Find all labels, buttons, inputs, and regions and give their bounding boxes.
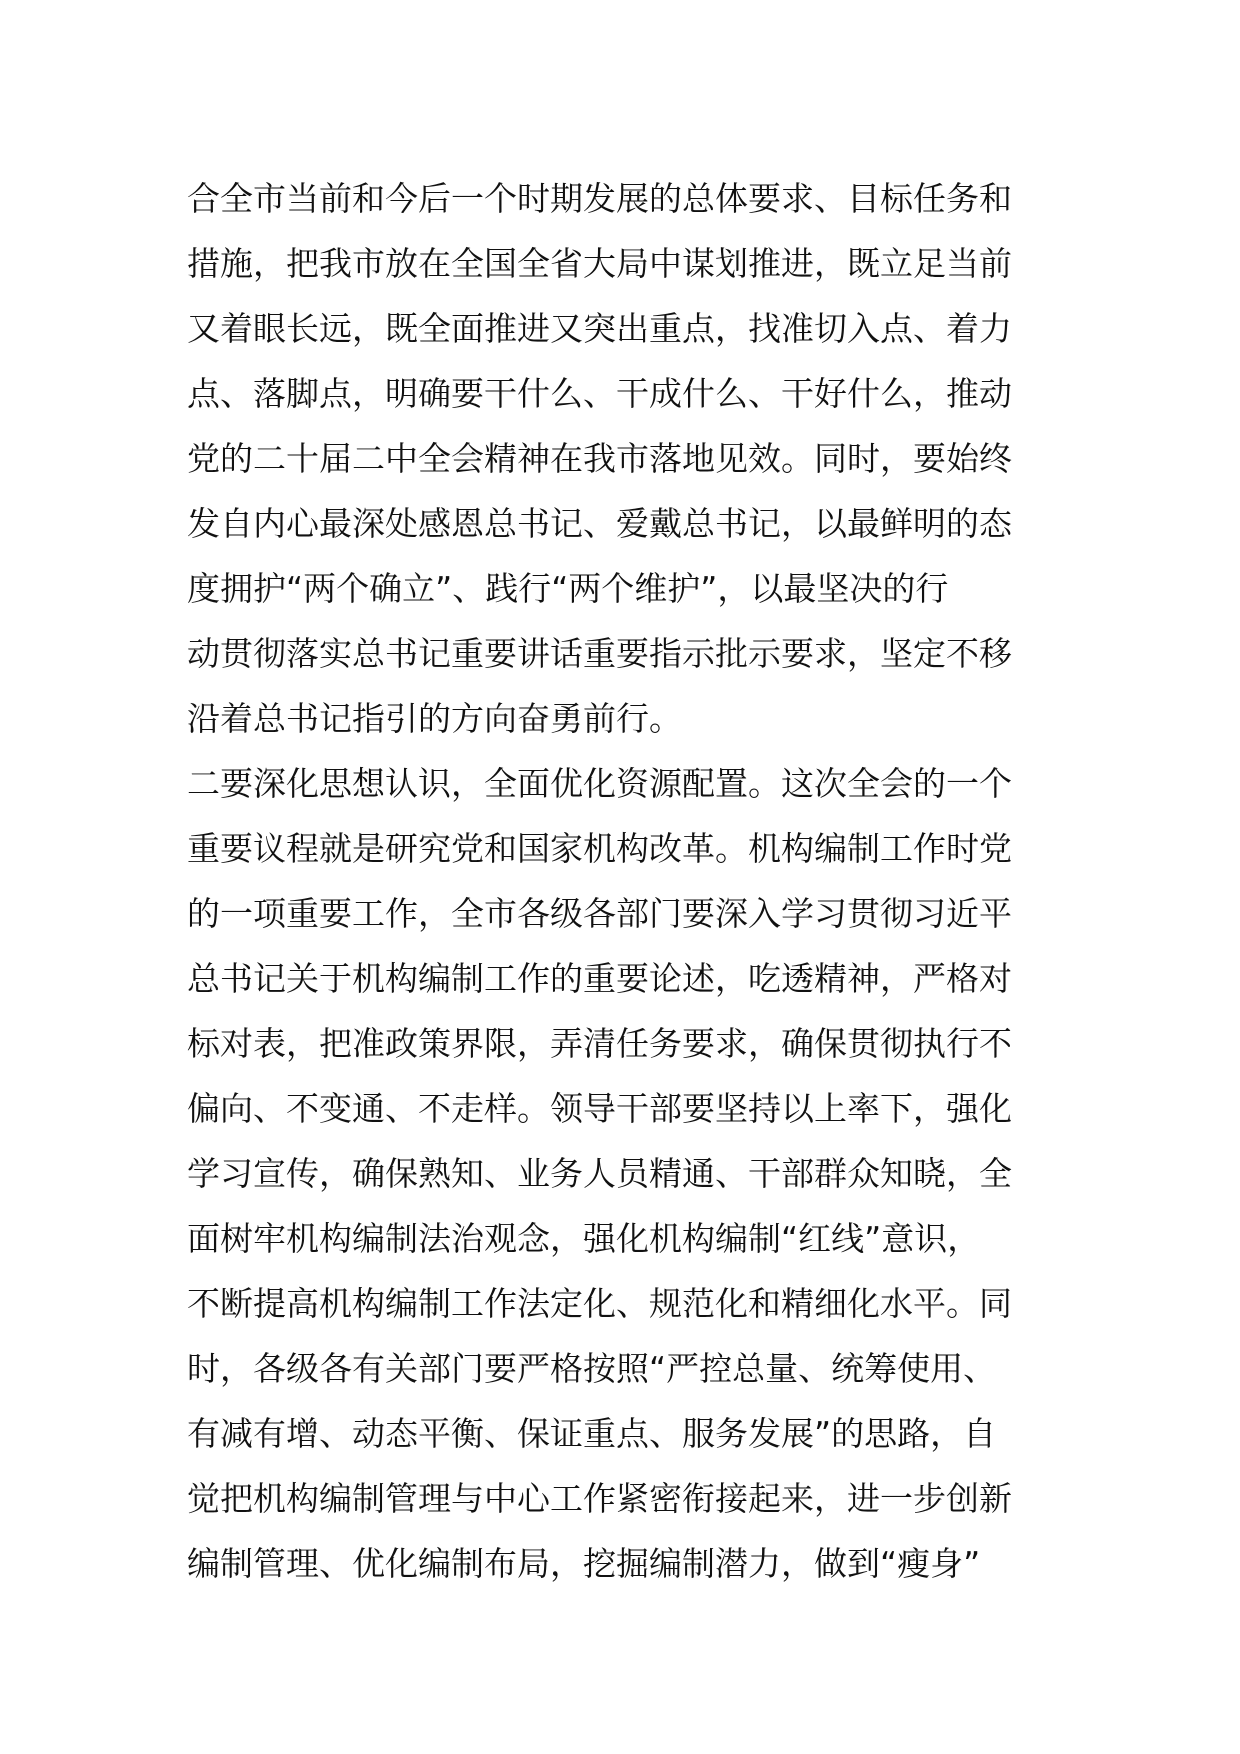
text-line: 发自内心最深处感恩总书记、爱戴总书记，以最鲜明的态 <box>187 504 1012 543</box>
text-line: 总书记关于机构编制工作的重要论述，吃透精神，严格对 <box>187 959 1012 998</box>
text-line: 二要深化思想认识，全面优化资源配置。这次全会的一个 <box>187 764 1012 803</box>
text-line: 沿着总书记指引的方向奋勇前行。 <box>187 699 682 738</box>
text-line: 的一项重要工作，全市各级各部门要深入学习贯彻习近平 <box>187 894 1012 933</box>
text-line: 时，各级各有关部门要严格按照“严控总量、统筹使用、 <box>187 1349 997 1388</box>
text-line: 党的二十届二中全会精神在我市落地见效。同时，要始终 <box>187 439 1012 478</box>
text-line: 有减有增、动态平衡、保证重点、服务发展”的思路，自 <box>187 1414 997 1453</box>
text-line: 面树牢机构编制法治观念，强化机构编制“红线”意识， <box>187 1219 981 1258</box>
text-line: 觉把机构编制管理与中心工作紧密衔接起来，进一步创新 <box>187 1479 1012 1518</box>
text-line: 动贯彻落实总书记重要讲话重要指示批示要求，坚定不移 <box>187 634 1012 673</box>
text-line: 合全市当前和今后一个时期发展的总体要求、目标任务和 <box>187 179 1012 218</box>
text-line: 编制管理、优化编制布局，挖掘编制潜力，做到“瘦身” <box>187 1544 981 1583</box>
text-line: 措施，把我市放在全国全省大局中谋划推进，既立足当前 <box>187 244 1012 283</box>
text-line: 度拥护“两个确立”、践行“两个维护”，以最坚决的行 <box>187 569 949 608</box>
body-text <box>187 166 1067 1596</box>
text-line: 不断提高机构编制工作法定化、规范化和精细化水平。同 <box>187 1284 1012 1323</box>
text-line: 又着眼长远，既全面推进又突出重点，找准切入点、着力 <box>187 309 1012 348</box>
text-line: 重要议程就是研究党和国家机构改革。机构编制工作时党 <box>187 829 1012 868</box>
text-line: 点、落脚点，明确要干什么、干成什么、干好什么，推动 <box>187 374 1012 413</box>
text-line: 偏向、不变通、不走样。领导干部要坚持以上率下，强化 <box>187 1089 1012 1128</box>
text-line: 标对表，把准政策界限，弄清任务要求，确保贯彻执行不 <box>187 1024 1012 1063</box>
text-line: 学习宣传，确保熟知、业务人员精通、干部群众知晓，全 <box>187 1154 1012 1193</box>
